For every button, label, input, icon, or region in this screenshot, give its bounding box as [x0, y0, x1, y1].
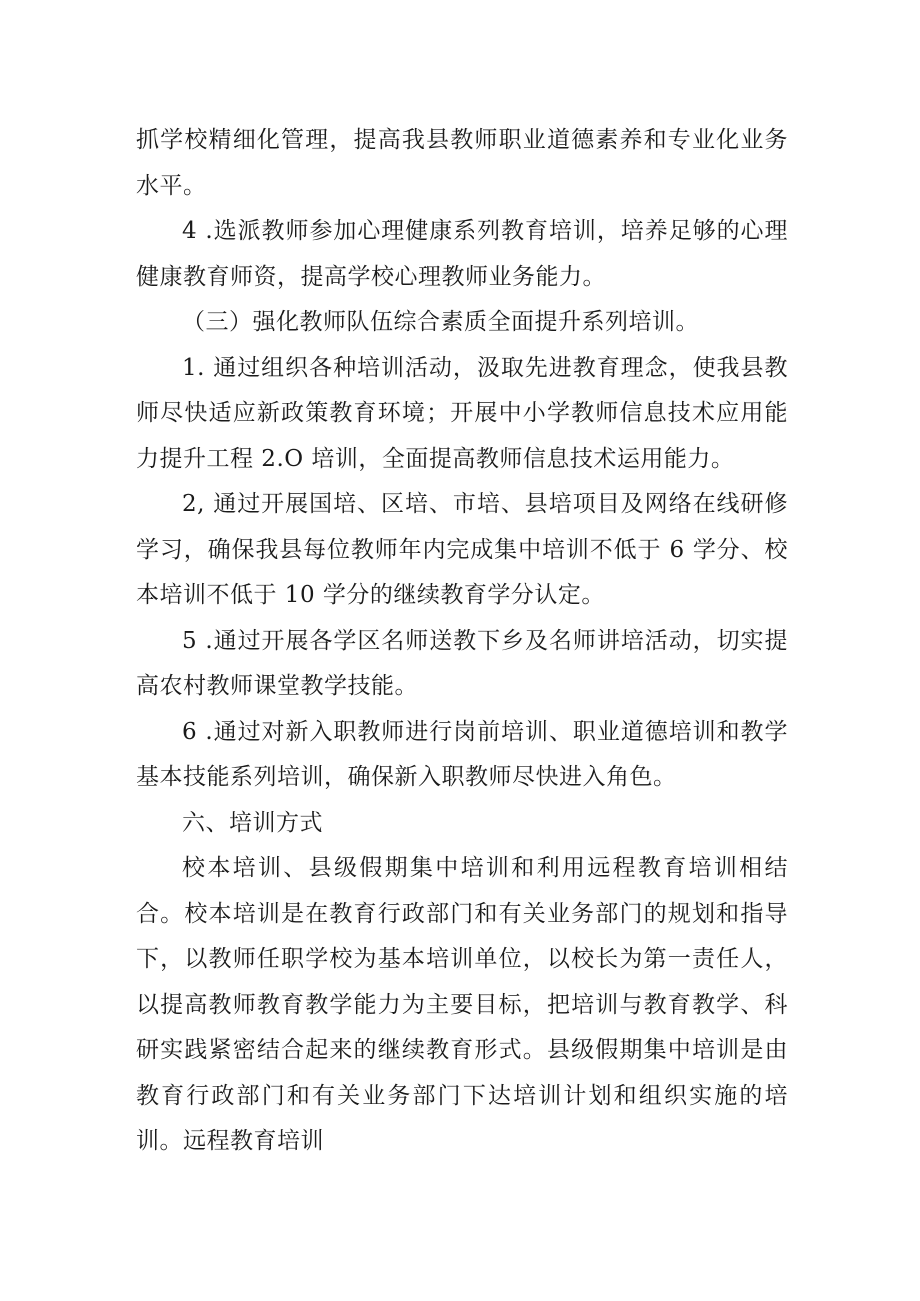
section-heading-6: 六、培训方式	[182, 809, 323, 836]
section-heading-3: （三）强化教师队伍综合素质全面提升系列培训。	[182, 309, 699, 335]
paragraph-6: 5 .通过开展各学区名师送教下乡及名师讲培活动，切实提高农村教师课堂教学技能。	[136, 627, 788, 699]
paragraph-1: 抓学校精细化管理，提高我县教师职业道德素养和专业化业务水平。	[136, 127, 788, 199]
paragraph-2: 4 .选派教师参加心理健康系列教育培训，培养足够的心理健康教育师资，提高学校心理教师业务能力。	[136, 218, 788, 290]
paragraph-9: 校本培训、县级假期集中培训和利用远程教育培训相结合。校本培训是在教育行政部门和有关业务部门的规划和指导下，以教师任职学校为基本培训单位，以校长为第一责任人，以提高教师教育教学能力为主要目标，把培训与教育教学、科研实践紧密结合起来的继续教育形式。县级假期集中培训是由教育行政部门和有关业务部门下达培训计划和组织实施的培训。远程教育培训	[136, 855, 788, 1154]
document-body	[136, 118, 788, 1165]
paragraph-5: 2, 通过开展国培、区培、市培、县培项目及网络在线研修学习，确保我县每位教师年内完成集中培训不低于 6 学分、校本培训不低于 10 学分的继续教育学分认定。	[136, 491, 788, 608]
paragraph-4: 1. 通过组织各种培训活动，汲取先进教育理念，使我县教师尽快适应新政策教育环境；开展中小学教师信息技术应用能力提升工程 2.O 培训，全面提高教师信息技术运用能力。	[136, 354, 788, 472]
paragraph-7: 6 .通过对新入职教师进行岗前培训、职业道德培训和教学基本技能系列培训，确保新入职教师尽快进入角色。	[136, 718, 788, 790]
